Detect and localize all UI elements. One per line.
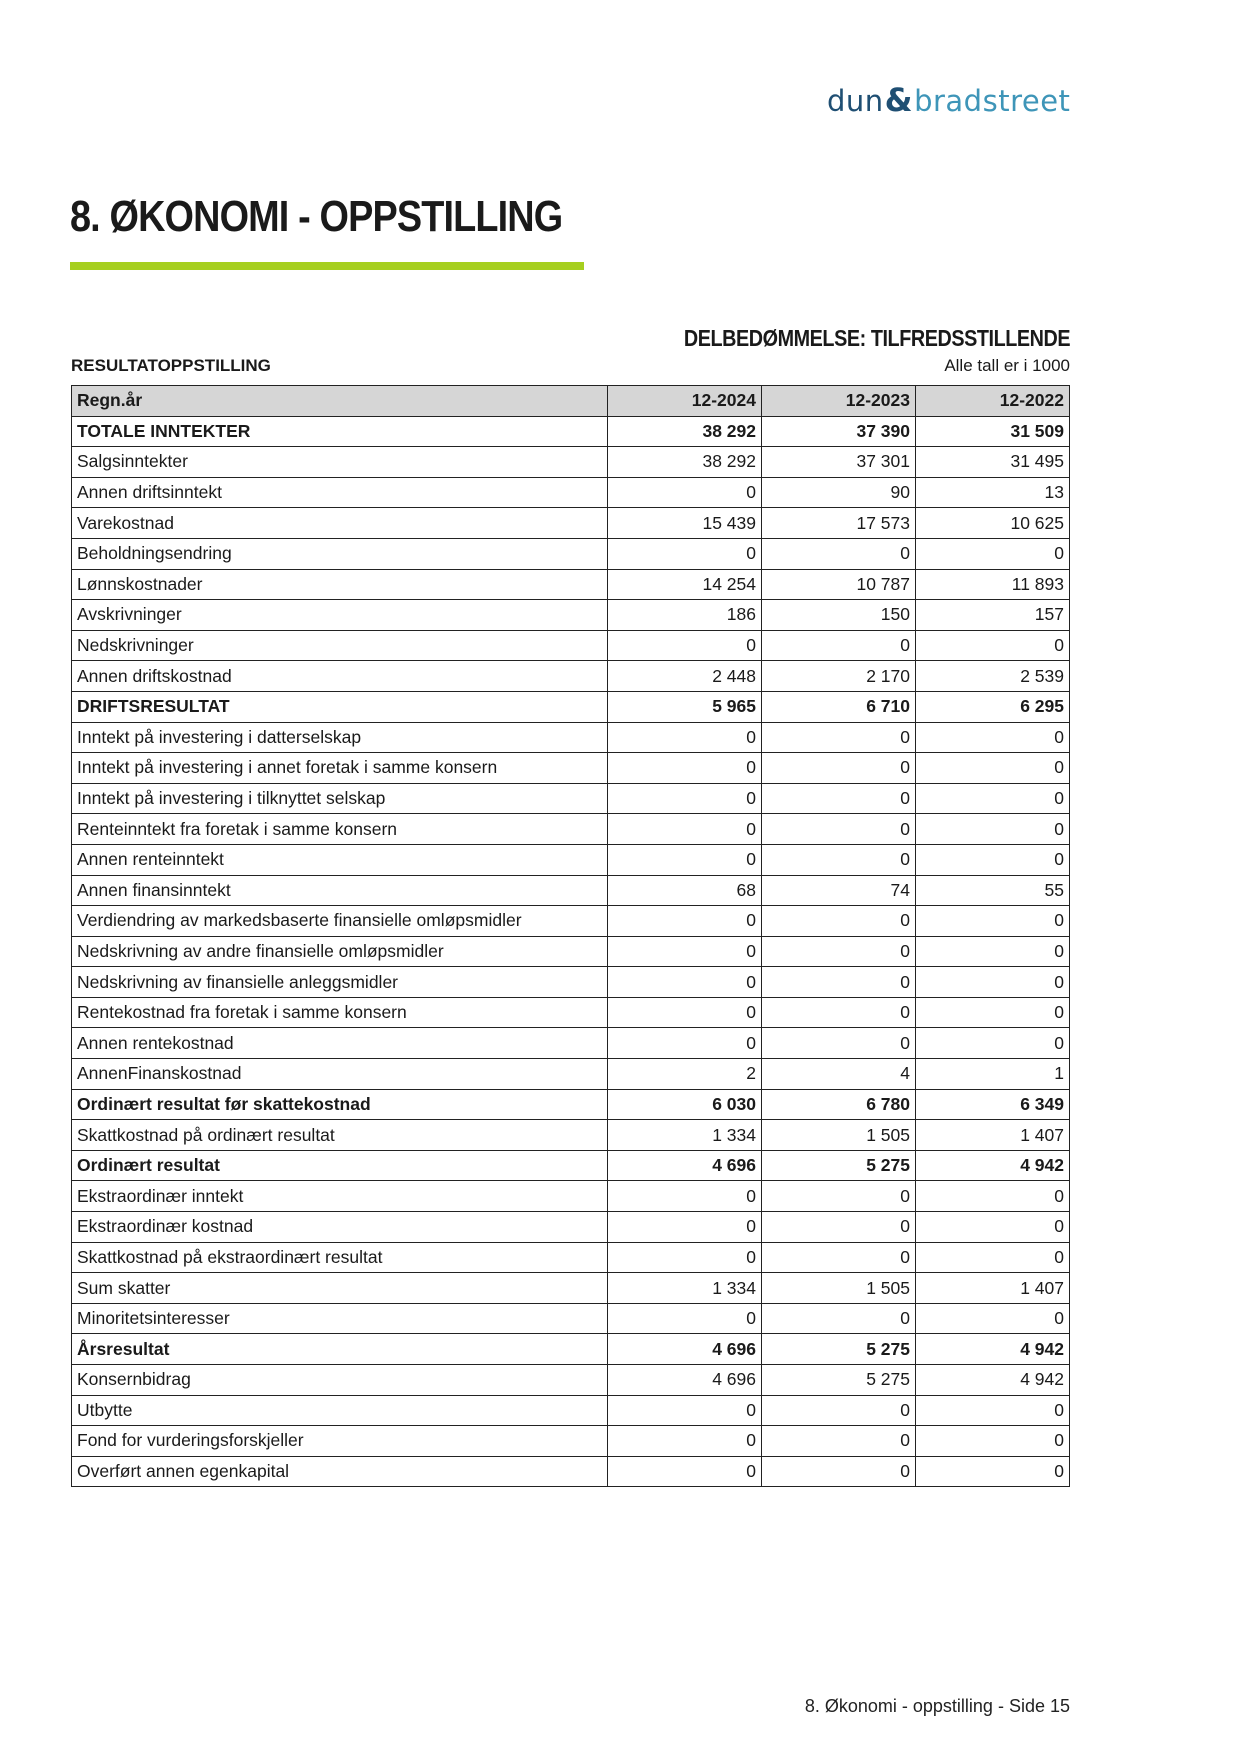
table-row xyxy=(72,1365,1070,1396)
table-row xyxy=(72,936,1070,967)
row-value-12-2022: 0 xyxy=(916,844,1070,875)
row-value-12-2023: 5 275 xyxy=(762,1334,916,1365)
page-footer: 8. Økonomi - oppstilling - Side 15 xyxy=(804,1696,1070,1716)
logo-text-bradstreet: bradstreet xyxy=(914,84,1071,118)
row-value-12-2023: 0 xyxy=(762,1426,916,1457)
row-value-12-2023: 37 301 xyxy=(762,447,916,478)
row-value-12-2022: 0 xyxy=(916,814,1070,845)
table-row xyxy=(72,906,1070,937)
table-row xyxy=(72,875,1070,906)
page-title: 8. ØKONOMI - OPPSTILLING xyxy=(70,192,563,241)
row-value-12-2024: 0 xyxy=(608,1028,762,1059)
header-year-2022: 12-2022 xyxy=(916,386,1070,417)
row-value-12-2024: 0 xyxy=(608,936,762,967)
row-value-12-2022: 13 xyxy=(916,477,1070,508)
row-value-12-2022: 0 xyxy=(916,1028,1070,1059)
row-label: Annen driftsinntekt xyxy=(72,477,608,508)
row-value-12-2022: 1 xyxy=(916,1059,1070,1090)
income-statement-table xyxy=(71,385,1070,1487)
row-value-12-2022: 0 xyxy=(916,967,1070,998)
row-value-12-2023: 2 170 xyxy=(762,661,916,692)
row-label: Fond for vurderingsforskjeller xyxy=(72,1426,608,1457)
row-value-12-2022: 6 295 xyxy=(916,691,1070,722)
row-value-12-2024: 186 xyxy=(608,600,762,631)
row-label: Ordinært resultat xyxy=(72,1150,608,1181)
row-value-12-2023: 0 xyxy=(762,967,916,998)
row-value-12-2024: 15 439 xyxy=(608,508,762,539)
table-row xyxy=(72,1456,1070,1487)
row-value-12-2023: 1 505 xyxy=(762,1273,916,1304)
row-value-12-2023: 0 xyxy=(762,1242,916,1273)
row-value-12-2024: 0 xyxy=(608,753,762,784)
table-row xyxy=(72,569,1070,600)
row-label: Inntekt på investering i annet foretak i samme konsern xyxy=(72,753,608,784)
row-value-12-2023: 0 xyxy=(762,630,916,661)
row-value-12-2023: 37 390 xyxy=(762,416,916,447)
table-row xyxy=(72,600,1070,631)
row-value-12-2023: 6 780 xyxy=(762,1089,916,1120)
row-label: Annen renteinntekt xyxy=(72,844,608,875)
row-value-12-2022: 4 942 xyxy=(916,1365,1070,1396)
header-year-2024: 12-2024 xyxy=(608,386,762,417)
unit-note: Alle tall er i 1000 xyxy=(944,356,1070,375)
row-value-12-2022: 10 625 xyxy=(916,508,1070,539)
row-value-12-2024: 4 696 xyxy=(608,1334,762,1365)
dun-bradstreet-logo xyxy=(827,80,1071,120)
table-row xyxy=(72,447,1070,478)
row-value-12-2024: 0 xyxy=(608,1242,762,1273)
row-value-12-2024: 2 448 xyxy=(608,661,762,692)
row-label: Minoritetsinteresser xyxy=(72,1303,608,1334)
row-value-12-2023: 0 xyxy=(762,814,916,845)
row-label: Overført annen egenkapital xyxy=(72,1456,608,1487)
row-value-12-2023: 0 xyxy=(762,1028,916,1059)
row-label: Annen finansinntekt xyxy=(72,875,608,906)
row-value-12-2024: 0 xyxy=(608,1181,762,1212)
row-label: Beholdningsendring xyxy=(72,538,608,569)
row-value-12-2022: 0 xyxy=(916,1242,1070,1273)
row-value-12-2024: 38 292 xyxy=(608,447,762,478)
row-label: Ordinært resultat før skattekostnad xyxy=(72,1089,608,1120)
row-value-12-2022: 4 942 xyxy=(916,1334,1070,1365)
row-value-12-2023: 0 xyxy=(762,538,916,569)
row-value-12-2024: 0 xyxy=(608,1212,762,1243)
table-row xyxy=(72,1150,1070,1181)
table-row xyxy=(72,416,1070,447)
logo-text-dun: dun xyxy=(827,84,884,118)
row-value-12-2022: 31 509 xyxy=(916,416,1070,447)
header-regn-ar: Regn.år xyxy=(72,386,608,417)
row-value-12-2023: 0 xyxy=(762,906,916,937)
table-row xyxy=(72,783,1070,814)
row-value-12-2023: 0 xyxy=(762,783,916,814)
row-value-12-2022: 0 xyxy=(916,1456,1070,1487)
table-row xyxy=(72,814,1070,845)
row-value-12-2022: 0 xyxy=(916,906,1070,937)
table-row xyxy=(72,691,1070,722)
table-row xyxy=(72,1426,1070,1457)
row-value-12-2024: 38 292 xyxy=(608,416,762,447)
row-value-12-2024: 0 xyxy=(608,538,762,569)
row-value-12-2023: 0 xyxy=(762,1303,916,1334)
row-label: Årsresultat xyxy=(72,1334,608,1365)
row-value-12-2023: 1 505 xyxy=(762,1120,916,1151)
row-label: Skattkostnad på ekstraordinært resultat xyxy=(72,1242,608,1273)
table-row xyxy=(72,1059,1070,1090)
row-value-12-2022: 11 893 xyxy=(916,569,1070,600)
row-label: Salgsinntekter xyxy=(72,447,608,478)
row-value-12-2024: 2 xyxy=(608,1059,762,1090)
row-label: Ekstraordinær kostnad xyxy=(72,1212,608,1243)
row-value-12-2024: 1 334 xyxy=(608,1120,762,1151)
row-value-12-2024: 5 965 xyxy=(608,691,762,722)
row-value-12-2024: 0 xyxy=(608,1303,762,1334)
row-label: TOTALE INNTEKTER xyxy=(72,416,608,447)
row-value-12-2023: 17 573 xyxy=(762,508,916,539)
row-value-12-2024: 0 xyxy=(608,844,762,875)
row-label: Inntekt på investering i datterselskap xyxy=(72,722,608,753)
row-value-12-2024: 6 030 xyxy=(608,1089,762,1120)
table-row xyxy=(72,1212,1070,1243)
table-row xyxy=(72,1273,1070,1304)
table-row xyxy=(72,1089,1070,1120)
row-value-12-2024: 14 254 xyxy=(608,569,762,600)
row-label: Renteinntekt fra foretak i samme konsern xyxy=(72,814,608,845)
row-value-12-2023: 5 275 xyxy=(762,1365,916,1396)
table-row xyxy=(72,753,1070,784)
ampersand-icon: & xyxy=(884,81,914,119)
table-row xyxy=(72,844,1070,875)
row-value-12-2022: 0 xyxy=(916,753,1070,784)
row-label: Inntekt på investering i tilknyttet selskap xyxy=(72,783,608,814)
row-label: Rentekostnad fra foretak i samme konsern xyxy=(72,997,608,1028)
row-value-12-2023: 0 xyxy=(762,997,916,1028)
row-value-12-2022: 1 407 xyxy=(916,1273,1070,1304)
row-label: Lønnskostnader xyxy=(72,569,608,600)
row-value-12-2024: 0 xyxy=(608,477,762,508)
row-label: Skattkostnad på ordinært resultat xyxy=(72,1120,608,1151)
row-value-12-2024: 0 xyxy=(608,1426,762,1457)
row-value-12-2024: 0 xyxy=(608,722,762,753)
table-row xyxy=(72,1334,1070,1365)
row-value-12-2022: 2 539 xyxy=(916,661,1070,692)
table-row xyxy=(72,1181,1070,1212)
table-row xyxy=(72,477,1070,508)
table-row xyxy=(72,630,1070,661)
table-row xyxy=(72,508,1070,539)
table-row xyxy=(72,967,1070,998)
row-value-12-2022: 0 xyxy=(916,722,1070,753)
row-value-12-2022: 0 xyxy=(916,997,1070,1028)
row-value-12-2024: 4 696 xyxy=(608,1365,762,1396)
row-value-12-2023: 4 xyxy=(762,1059,916,1090)
row-value-12-2023: 0 xyxy=(762,1456,916,1487)
row-value-12-2022: 0 xyxy=(916,1426,1070,1457)
row-label: Nedskrivning av andre finansielle omløpsmidler xyxy=(72,936,608,967)
rating-heading: DELBEDØMMELSE: TILFREDSSTILLENDE xyxy=(683,325,1070,351)
row-value-12-2022: 0 xyxy=(916,783,1070,814)
row-value-12-2023: 0 xyxy=(762,936,916,967)
table-row xyxy=(72,997,1070,1028)
row-value-12-2023: 0 xyxy=(762,1212,916,1243)
row-value-12-2024: 0 xyxy=(608,906,762,937)
row-value-12-2023: 90 xyxy=(762,477,916,508)
row-value-12-2024: 68 xyxy=(608,875,762,906)
row-label: Ekstraordinær inntekt xyxy=(72,1181,608,1212)
row-value-12-2023: 5 275 xyxy=(762,1150,916,1181)
table-row xyxy=(72,661,1070,692)
row-value-12-2024: 0 xyxy=(608,967,762,998)
row-label: Annen rentekostnad xyxy=(72,1028,608,1059)
table-row xyxy=(72,538,1070,569)
row-value-12-2022: 0 xyxy=(916,630,1070,661)
row-value-12-2023: 0 xyxy=(762,844,916,875)
row-label: Varekostnad xyxy=(72,508,608,539)
table-row xyxy=(72,722,1070,753)
row-label: DRIFTSRESULTAT xyxy=(72,691,608,722)
row-label: Konsernbidrag xyxy=(72,1365,608,1396)
row-value-12-2024: 0 xyxy=(608,814,762,845)
row-value-12-2022: 0 xyxy=(916,538,1070,569)
row-value-12-2022: 0 xyxy=(916,936,1070,967)
table-row xyxy=(72,1395,1070,1426)
row-label: Avskrivninger xyxy=(72,600,608,631)
row-value-12-2024: 0 xyxy=(608,997,762,1028)
table-row xyxy=(72,1028,1070,1059)
row-value-12-2022: 157 xyxy=(916,600,1070,631)
row-value-12-2023: 0 xyxy=(762,753,916,784)
table-header-row xyxy=(72,386,1070,417)
row-label: Annen driftskostnad xyxy=(72,661,608,692)
row-value-12-2022: 31 495 xyxy=(916,447,1070,478)
row-value-12-2022: 55 xyxy=(916,875,1070,906)
row-value-12-2023: 0 xyxy=(762,1181,916,1212)
row-value-12-2023: 6 710 xyxy=(762,691,916,722)
row-value-12-2024: 0 xyxy=(608,783,762,814)
row-value-12-2024: 1 334 xyxy=(608,1273,762,1304)
row-value-12-2024: 0 xyxy=(608,1395,762,1426)
row-value-12-2022: 1 407 xyxy=(916,1120,1070,1151)
row-label: Verdiendring av markedsbaserte finansielle omløpsmidler xyxy=(72,906,608,937)
row-value-12-2024: 0 xyxy=(608,1456,762,1487)
table-row xyxy=(72,1242,1070,1273)
row-value-12-2022: 0 xyxy=(916,1181,1070,1212)
row-value-12-2023: 150 xyxy=(762,600,916,631)
title-underline-divider xyxy=(70,262,584,270)
table-row xyxy=(72,1303,1070,1334)
row-value-12-2022: 0 xyxy=(916,1395,1070,1426)
row-label: Sum skatter xyxy=(72,1273,608,1304)
row-value-12-2022: 6 349 xyxy=(916,1089,1070,1120)
row-label: Utbytte xyxy=(72,1395,608,1426)
table-row xyxy=(72,1120,1070,1151)
row-value-12-2023: 0 xyxy=(762,1395,916,1426)
row-value-12-2022: 0 xyxy=(916,1212,1070,1243)
row-value-12-2022: 4 942 xyxy=(916,1150,1070,1181)
row-value-12-2024: 0 xyxy=(608,630,762,661)
row-value-12-2022: 0 xyxy=(916,1303,1070,1334)
row-label: Nedskrivninger xyxy=(72,630,608,661)
row-value-12-2023: 10 787 xyxy=(762,569,916,600)
section-label: RESULTATOPPSTILLING xyxy=(71,356,271,375)
row-label: Nedskrivning av finansielle anleggsmidler xyxy=(72,967,608,998)
row-label: AnnenFinanskostnad xyxy=(72,1059,608,1090)
header-year-2023: 12-2023 xyxy=(762,386,916,417)
row-value-12-2023: 74 xyxy=(762,875,916,906)
row-value-12-2024: 4 696 xyxy=(608,1150,762,1181)
row-value-12-2023: 0 xyxy=(762,722,916,753)
